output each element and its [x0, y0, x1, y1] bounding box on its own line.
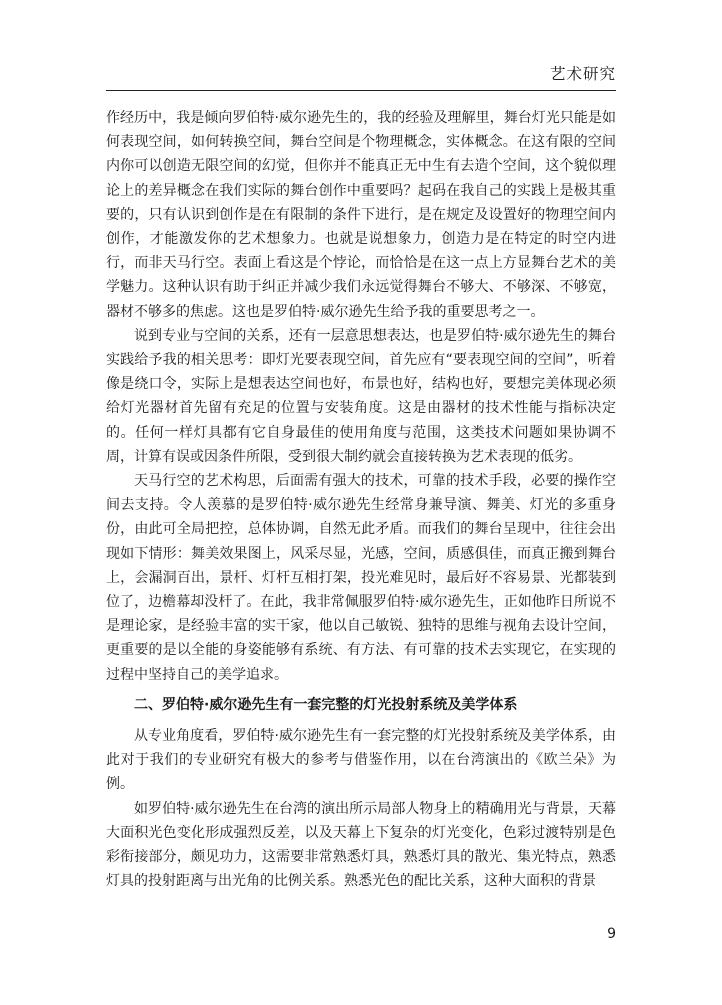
paragraph: 如罗伯特·威尔逊先生在台湾的演出所示局部人物身上的精确用光与背景，天幕大面积光色变化形成强烈反差，以及天幕上下复杂的灯光变化，色彩过渡特别是色彩衔接部分，颇见功力，这需要非常熟悉灯具，熟悉灯具的散光、集光特点，熟悉灯具的投射距离与出光角的比例关系。熟悉光色的配比关系，这种大面积的背景	[106, 800, 616, 890]
header-divider	[106, 90, 616, 91]
paragraph: 天马行空的艺术构思，后面需有强大的技术，可靠的技术手段，必要的操作空间去支持。令人羡慕的是罗伯特·威尔逊先生经常身兼导演、舞美、灯光的多重身份，由此可全局把控，总体协调，自然无此矛盾。而我们的舞台呈现中，往往会出现如下情形：舞美效果图上，风采尽显，光感，空间，质感俱佳，而真正搬到舞台上，会漏洞百出，景杆、灯杆互相打架，投光难见时，最后好不容易景、光都装到位了，边檐幕却没杆了。在此，我非常佩服罗伯特·威尔逊先生，正如他昨日所说不是理论家，是经验丰富的实干家，他以自己敏锐、独特的思维与视角去设计空间，更重要的是以全能的身姿能够有系统、有方法、有可靠的技术去实现它，在实现的过程中坚持自己的美学追求。	[106, 473, 616, 683]
paragraph: 从专业角度看，罗伯特·威尔逊先生有一套完整的灯光投射系统及美学体系，由此对于我们的专业研究有极大的参考与借鉴作用，以在台湾演出的《欧兰朵》为例。	[106, 728, 616, 793]
paragraph: 说到专业与空间的关系，还有一层意思想表达，也是罗伯特·威尔逊先生的舞台实践给予我的相关思考：即灯光要表现空间，首先应有“要表现空间的空间”，听着像是绕口令，实际上是想表达空间也好，布景也好，结构也好，要想完美体现必须给灯光器材首先留有充足的位置与安装角度。这是由器材的技术性能与指标决定的。任何一样灯具都有它自身最佳的使用角度与范围，这类技术问题如果协调不周，计算有误或因条件所限，受到很大制约就会直接转换为艺术表现的低劣。	[106, 327, 616, 465]
article-body	[106, 106, 616, 894]
journal-header: 艺术研究	[549, 65, 616, 83]
paragraph-continued: 作经历中，我是倾向罗伯特·威尔逊先生的，我的经验及理解里，舞台灯光只能是如何表现空间，如何转换空间，舞台空间是个物理概念，实体概念。在这有限的空间内你可以创造无限空间的幻觉，但你并不能真正无中生有去造个空间，这个貌似理论上的差异概念在我们实际的舞台创作中重要吗？起码在我自己的实践上是极其重要的，只有认识到创作是在有限制的条件下进行，是在规定及设置好的物理空间内创作，才能激发你的艺术想象力。也就是说想象力，创造力是在特定的时空内进行，而非天马行空。表面上看这是个悖论，而恰恰是在这一点上方显舞台艺术的美学魅力。这种认识有助于纠正并减少我们永远觉得舞台不够大、不够深、不够宽，器材不够多的焦虑。这也是罗伯特·威尔逊先生给予我的重要思考之一。	[106, 110, 616, 320]
section-heading: 二、罗伯特·威尔逊先生有一套完整的灯光投射系统及美学体系	[134, 696, 518, 713]
page-number: 9	[607, 926, 616, 942]
